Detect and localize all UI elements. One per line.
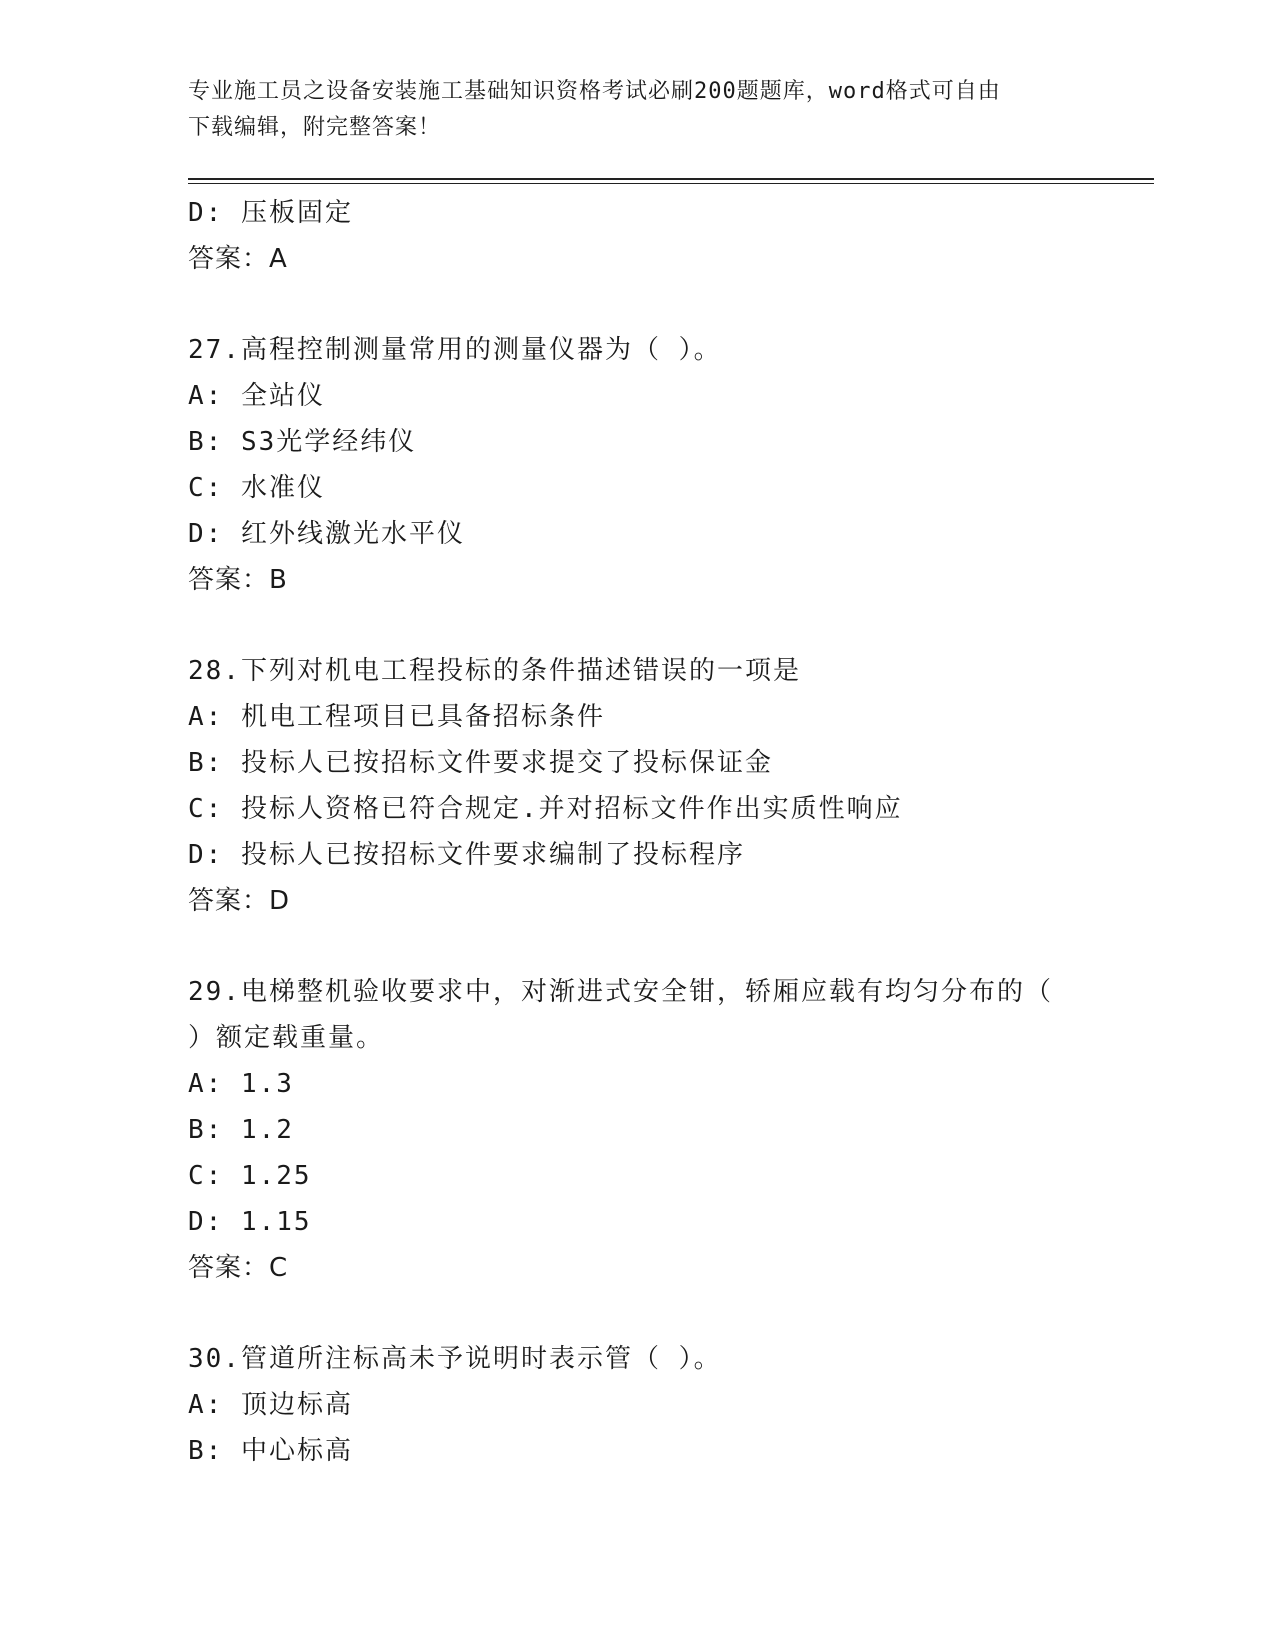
question-stem-line-2: ）额定载重量。 [188, 1023, 385, 1053]
question-stem-line-1: 29.电梯整机验收要求中，对渐进式安全钳，轿厢应载有均匀分布的（ [188, 977, 1053, 1007]
option-a: A: 1.3 [188, 1069, 294, 1099]
option-c: C: 1.25 [188, 1161, 312, 1191]
option-c: C: 投标人资格已符合规定.并对招标文件作出实质性响应 [188, 794, 903, 824]
question-stem: 28.下列对机电工程投标的条件描述错误的一项是 [188, 656, 801, 686]
option-d: D: 投标人已按招标文件要求编制了投标程序 [188, 840, 745, 870]
document-header [188, 74, 1088, 146]
answer-line: 答案：A [188, 244, 288, 274]
header-rule-thin [188, 183, 1154, 184]
question-stem: 30.管道所注标高未予说明时表示管（ ）。 [188, 1344, 722, 1374]
option-a: A: 机电工程项目已具备招标条件 [188, 702, 605, 732]
question-26-fragment [188, 190, 1088, 282]
option-a: A: 顶边标高 [188, 1390, 353, 1420]
question-28 [188, 648, 1088, 924]
question-30 [188, 1336, 1088, 1474]
answer-line: 答案：B [188, 565, 288, 595]
option-d: D: 红外线激光水平仪 [188, 519, 465, 549]
option-b: B: 1.2 [188, 1115, 294, 1145]
header-line-2: 下载编辑，附完整答案！ [188, 115, 442, 140]
answer-line: 答案：D [188, 886, 291, 916]
question-list [188, 190, 1088, 1474]
answer-line: 答案：C [188, 1253, 289, 1283]
header-rule-thick [188, 178, 1154, 180]
question-stem: 27.高程控制测量常用的测量仪器为（ ）。 [188, 335, 722, 365]
question-29 [188, 969, 1088, 1291]
option-d: D: 压板固定 [188, 198, 353, 228]
option-d: D: 1.15 [188, 1207, 312, 1237]
option-b: B: S3光学经纬仪 [188, 427, 417, 457]
header-line-1: 专业施工员之设备安装施工基础知识资格考试必刷200题题库，word格式可自由 [188, 79, 1001, 104]
option-a: A: 全站仪 [188, 381, 325, 411]
option-b: B: 中心标高 [188, 1436, 353, 1466]
option-c: C: 水准仪 [188, 473, 325, 503]
question-27 [188, 327, 1088, 603]
option-b: B: 投标人已按招标文件要求提交了投标保证金 [188, 748, 773, 778]
